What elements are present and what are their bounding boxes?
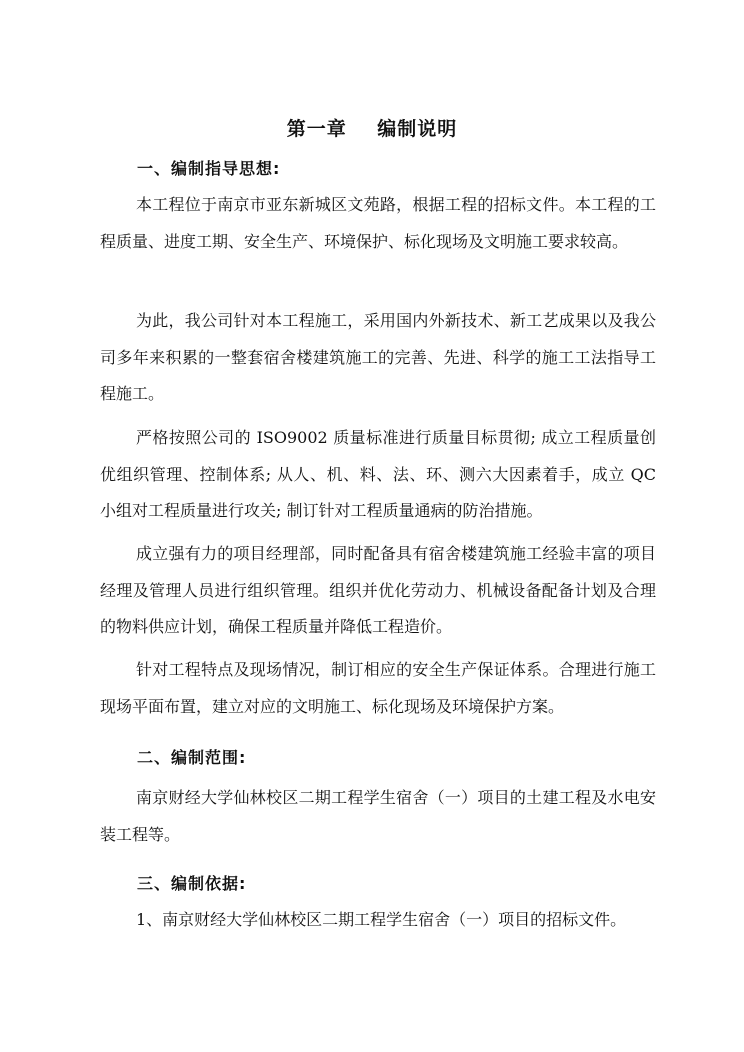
paragraph-basis-item-1: 1、南京财经大学仙林校区二期工程学生宿舍（一）项目的招标文件。: [136, 910, 627, 929]
paragraph-project-location: 本工程位于南京市亚东新城区文苑路，根据工程的招标文件。本工程的工程质量、进度工期、安全生产、环境保护、标化现场及文明施工要求较高。: [100, 195, 656, 251]
paragraph-new-technology: 为此，我公司针对本工程施工，采用国内外新技术、新工艺成果以及我公司多年来积累的一整套宿舍楼建筑施工的完善、先进、科学的施工工法指导工程施工。: [100, 311, 656, 403]
chapter-title: 第一章 编制说明: [286, 118, 458, 140]
section-heading-basis: 三、编制依据:: [137, 874, 247, 893]
paragraph-safety-system: 针对工程特点及现场情况，制订相应的安全生产保证体系。合理进行施工现场平面布置，建立对应的文明施工、标化现场及环境保护方案。: [100, 660, 656, 716]
section-heading-scope: 二、编制范围:: [137, 748, 247, 767]
paragraph-iso-quality: 严格按照公司的 ISO9002 质量标准进行质量目标贯彻; 成立工程质量创优组织管理、控制体系; 从人、机、料、法、环、测六大因素着手，成立 QC 小组对工程质量进行攻关; 制订针对工程质量通病的防治措施。: [100, 428, 656, 520]
paragraph-project-department: 成立强有力的项目经理部，同时配备具有宿舍楼建筑施工经验丰富的项目经理及管理人员进行组织管理。组织并优化劳动力、机械设备配备计划及合理的物料供应计划，确保工程质量并降低工程造价。: [100, 544, 656, 636]
paragraph-scope: 南京财经大学仙林校区二期工程学生宿舍（一）项目的土建工程及水电安装工程等。: [100, 788, 656, 844]
section-heading-guiding-ideas: 一、编制指导思想:: [137, 159, 281, 178]
